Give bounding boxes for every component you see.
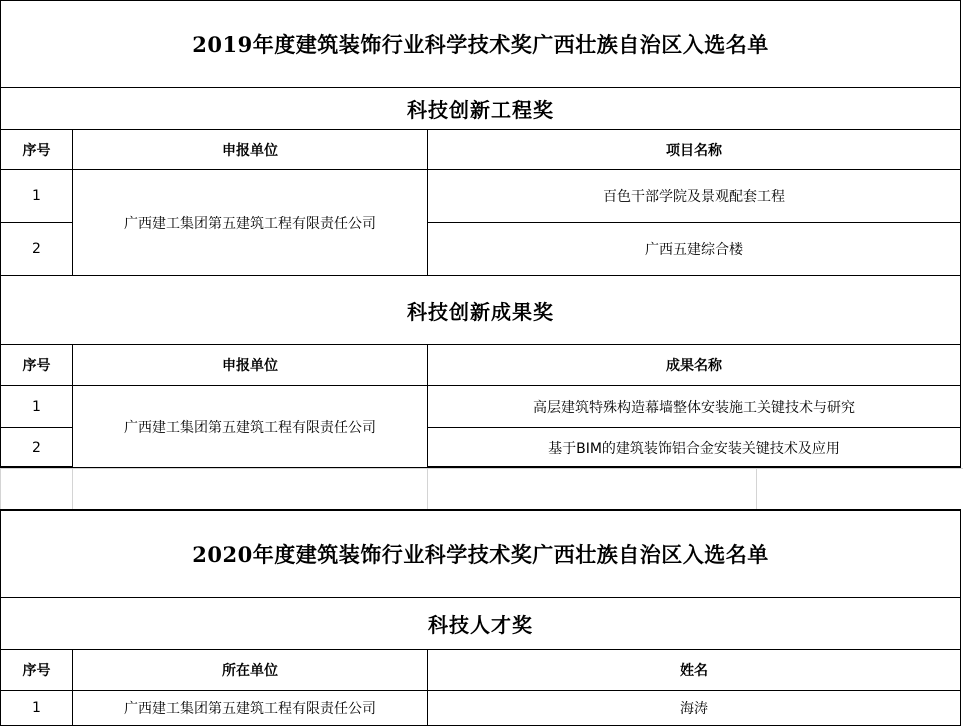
header-unit: 申报单位 <box>73 130 428 169</box>
header-person-name: 姓名 <box>680 663 708 679</box>
row-no: 2 <box>1 223 73 275</box>
section-title-text: 科技创新成果奖 <box>407 299 554 324</box>
gridline <box>72 468 73 509</box>
section-title-innovation-achievement <box>1 276 960 345</box>
section-title-innovation-engineering <box>1 88 960 130</box>
gridline <box>427 468 428 509</box>
row-unit: 广西建工集团第五建筑工程有限责任公司 <box>73 691 428 725</box>
row-person-name: 海涛 <box>680 701 708 717</box>
row-no: 1 <box>1 386 73 427</box>
row-no: 1 <box>1 691 73 725</box>
section-title-text: 科技创新工程奖 <box>407 98 554 122</box>
header-row <box>1 650 960 691</box>
title-text-2019: 2019年度建筑装饰行业科学技术奖广西壮族自治区入选名单 <box>192 32 769 57</box>
row-project-name: 广西五建综合楼 <box>645 242 743 258</box>
merged-unit-cell: 广西建工集团第五建筑工程有限责任公司 <box>73 170 428 275</box>
gridline <box>0 468 963 469</box>
row-no: 2 <box>1 428 73 467</box>
award-2020-table <box>0 509 961 726</box>
header-no: 序号 <box>1 130 73 169</box>
table-title-2020 <box>1 511 960 598</box>
gridline <box>756 468 757 509</box>
header-achievement-name: 成果名称 <box>666 358 722 374</box>
header-row <box>1 345 960 386</box>
table-row <box>1 691 960 725</box>
merged-unit-cell: 广西建工集团第五建筑工程有限责任公司 <box>73 386 428 467</box>
table-title-2019 <box>1 1 960 88</box>
header-row <box>1 130 960 170</box>
header-unit: 申报单位 <box>73 345 428 385</box>
header-no: 序号 <box>1 650 73 690</box>
header-no: 序号 <box>1 345 73 385</box>
row-no: 1 <box>1 170 73 222</box>
gridline <box>0 468 1 509</box>
title-text-2020: 2020年度建筑装饰行业科学技术奖广西壮族自治区入选名单 <box>192 542 769 567</box>
header-unit: 所在单位 <box>73 650 428 690</box>
section-title-talent <box>1 598 960 650</box>
section-title-text: 科技人才奖 <box>428 613 533 637</box>
empty-spreadsheet-rows <box>0 468 963 509</box>
row-project-name: 百色干部学院及景观配套工程 <box>603 189 785 205</box>
header-project-name: 项目名称 <box>666 142 722 159</box>
row-achievement-name: 高层建筑特殊构造幕墙整体安装施工关键技术与研究 <box>533 399 855 416</box>
row-achievement-name: 基于BIM的建筑装饰铝合金安装关键技术及应用 <box>548 440 840 457</box>
